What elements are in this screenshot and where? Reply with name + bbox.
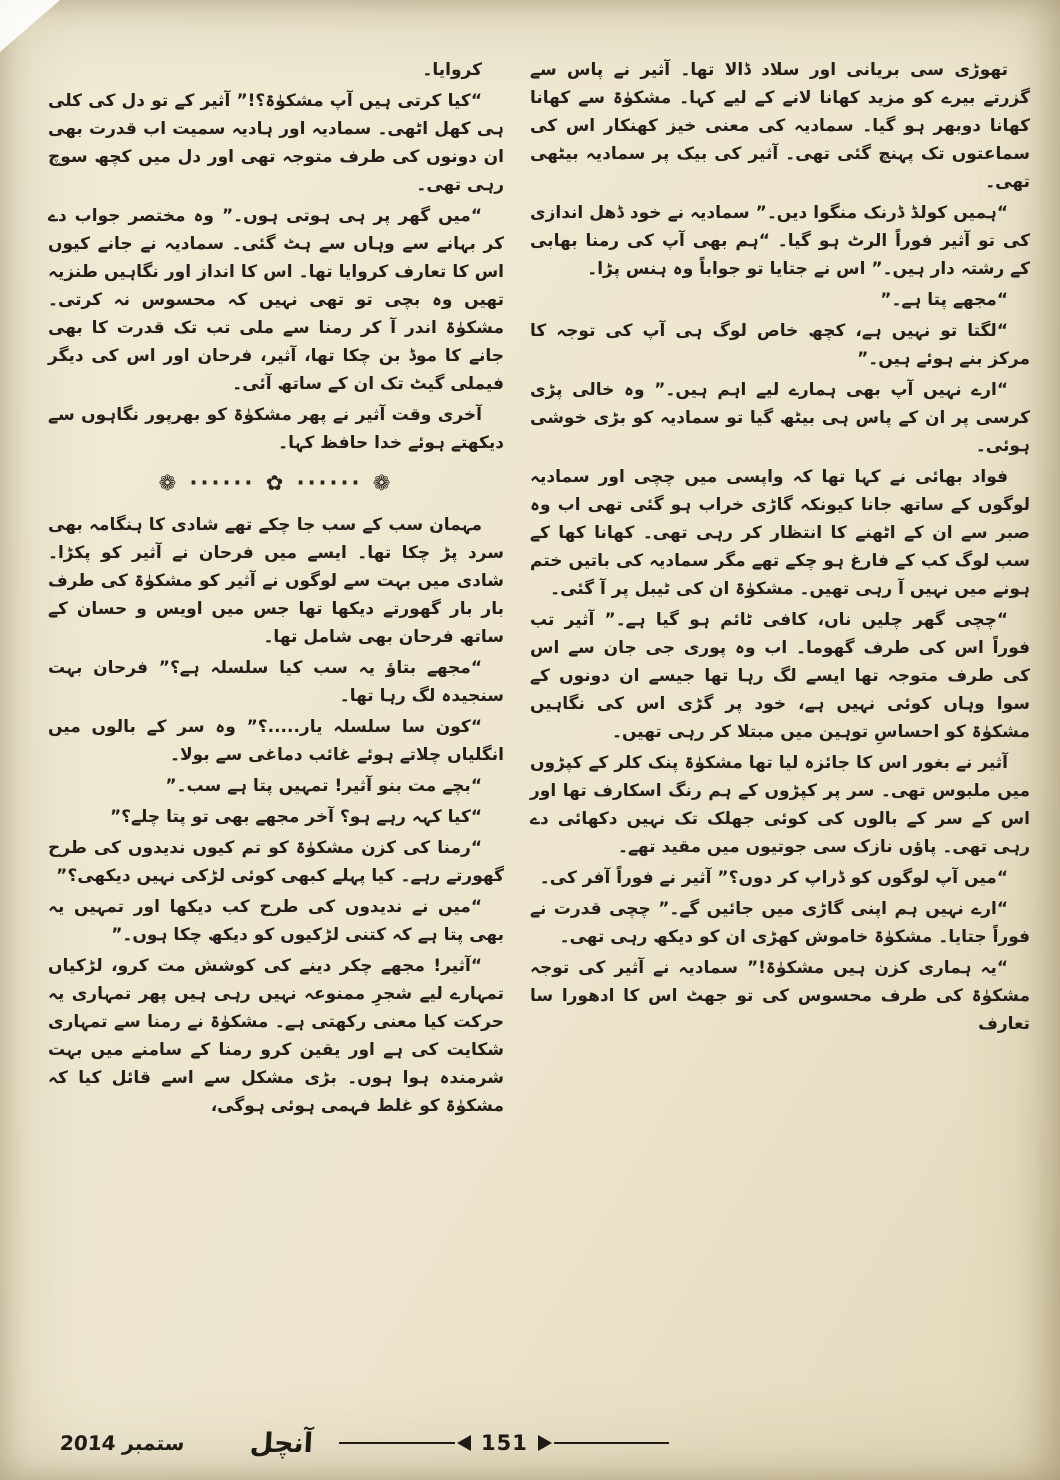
paragraph: مہمان سب کے سب جا چکے تھے شادی کا ہنگامہ بھی سرد پڑ چکا تھا۔ ایسے میں فرحان نے آثیر کو پکڑا۔ شادی میں بہت سے لوگوں نے آثیر کو مشکوٰۃ کی طرف بار بار گھورتے دیکھا تھا جس میں اویس و حسان کے ساتھ فرحان بھی شامل تھا۔ [48, 515, 504, 647]
paragraph: “یہ ہماری کزن ہیں مشکوٰۃ!” سمادیہ نے آثیر کی توجہ مشکوٰۃ کی طرف محسوس کی تو جھٹ اس کا ادھورا سا تعارف [530, 958, 1030, 1034]
page-footer [60, 1422, 1010, 1464]
paragraph: فواد بھائی نے کہا تھا کہ واپسی میں چچی اور سمادیہ لوگوں کے ساتھ جانا کیونکہ گاڑی خراب ہو گئی تھی اب وہ صبر سے ان کے اٹھنے کا انتظار کر رہی تھی۔ کھانا کھا کے سب لوگ کب کے فارغ ہو چکے تھے مگر سمادیہ کی باتیں ختم ہونے میں نہیں آ رہی تھیں۔ مشکوٰۃ ان کی ٹیبل پر آ گئی۔ [530, 467, 1030, 599]
footer-rule-right [554, 1442, 670, 1444]
paragraph: کروایا۔ [422, 60, 482, 80]
paragraph: “کون سا سلسلہ یار.....؟” وہ سر کے بالوں میں انگلیاں چلاتے ہوئے غائب دماغی سے بولا۔ [48, 717, 504, 765]
left-arrow-ornament-icon [457, 1435, 471, 1451]
paragraph: “ارے نہیں آپ بھی ہمارے لیے اہم ہیں۔” وہ خالی پڑی کرسی پر ان کے پاس ہی بیٹھ گیا تو سمادیہ کو بڑی خوشی ہوئی۔ [530, 380, 1030, 456]
page-content [48, 56, 1030, 1410]
paragraph: “لگتا تو نہیں ہے، کچھ خاص لوگ ہی آپ کی توجہ کا مرکز بنے ہوئے ہیں۔” [530, 321, 1030, 369]
magazine-title: آنچل [249, 1427, 315, 1459]
paragraph: “میں گھر پر ہی ہوتی ہوں۔” وہ مختصر جواب دے کر بہانے سے وہاں سے ہٹ گئی۔ سمادیہ نے جانے کیوں اس کا تعارف کروایا تھا۔ اس کا انداز اور نگاہیں طنزیہ تھیں وہ بچی تو تھی نہیں کہ محسوس نہ کرتی۔ مشکوٰۃ اندر آ کر رمنا سے ملی تب تک قدرت کا بھی جانے کا موڈ بن چکا تھا، آثیر، فرحان اور اس کی دیگر فیملی گیٹ تک ان کے ساتھ آئی۔ [48, 206, 504, 394]
page-number: 151 [481, 1431, 528, 1455]
paragraph: “میں نے ندیدوں کی طرح کب دیکھا اور تمہیں یہ بھی پتا ہے کہ کتنی لڑکیوں کو دیکھ چکا ہوں۔” [48, 897, 504, 945]
page-corner-curl [0, 0, 60, 52]
paragraph: “ارے نہیں ہم اپنی گاڑی میں جائیں گے۔” چچی قدرت نے فوراً جتایا۔ مشکوٰۃ خاموش کھڑی ان کو دیکھ رہی تھی۔ [530, 899, 1030, 947]
left-column [48, 56, 504, 1410]
left-column-top [48, 56, 504, 457]
paragraph: تھوڑی سی بریانی اور سلاد ڈالا تھا۔ آثیر نے پاس سے گزرتے بیرے کو مزید کھانا لانے کے لیے کہا۔ مشکوٰۃ سے کھانا کھانا دوبھر ہو گیا۔ سمادیہ کی معنی خیز کھنکار اس کی سماعتوں تک پہنچ گئی تھی۔ آثیر کی بیک پر سمادیہ بیٹھی تھی۔ [530, 60, 1030, 192]
paragraph: “مجھے بتاؤ یہ سب کیا سلسلہ ہے؟” فرحان بہت سنجیدہ لگ رہا تھا۔ [48, 658, 504, 706]
paragraph: “بچے مت بنو آثیر! تمہیں پتا ہے سب۔” [165, 776, 482, 796]
paragraph: آخری وقت آثیر نے پھر مشکوٰۃ کو بھرپور نگاہوں سے دیکھتے ہوئے خدا حافظ کہا۔ [48, 405, 504, 453]
paragraph: “کیا کہہ رہے ہو؟ آخر مجھے بھی تو پتا چلے؟” [110, 807, 482, 827]
paragraph: “آثیر! مجھے چکر دینے کی کوشش مت کرو، لڑکیاں تمہارے لیے شجرِ ممنوعہ نہیں رہی ہیں پھر تمہاری یہ حرکت کیا معنی رکھتی ہے۔ مشکوٰۃ نے رمنا سے تمہاری شکایت کی ہے اور یقین کرو رمنا کے سامنے میں بہت شرمندہ ہوا ہوں۔ بڑی مشکل سے اسے قائل کیا کہ مشکوٰۃ کو غلط فہمی ہوئی ہوگی، [48, 956, 504, 1116]
paragraph: “مجھے پتا ہے۔” [880, 290, 1008, 310]
right-column [530, 56, 1030, 1410]
paragraph: “میں آپ لوگوں کو ڈراپ کر دوں؟” آثیر نے فوراً آفر کی۔ [539, 868, 1008, 888]
page-number-ornament [339, 1431, 669, 1455]
paragraph: “چچی گھر چلیں ناں، کافی ٹائم ہو گیا ہے۔” آثیر تب فوراً اس کی طرف گھوما۔ اب وہ پوری جی جان سے اس کی طرف متوجہ تھا ایسے لگ رہا تھا جیسے ان دونوں کے سوا وہاں کوئی نہیں ہے، خود پر گڑی اس کی نگاہیں مشکوٰۃ کو احساسِ توہین میں مبتلا کر رہی تھیں۔ [530, 610, 1030, 742]
paragraph: “کیا کرتی ہیں آپ مشکوٰۃ؟!” آثیر کے تو دل کی کلی ہی کھل اٹھی۔ سمادیہ اور ہادیہ سمیت اب قدرت بھی ان دونوں کی طرف متوجہ تھی اور دل میں کچھ سوچ رہی تھی۔ [48, 91, 504, 195]
paragraph: “ہمیں کولڈ ڈرنک منگوا دیں۔” سمادیہ نے خود ڈھل اندازی کی تو آثیر فوراً الرٹ ہو گیا۔ “ہم بھی آپ کی رمنا بھابی کے رشتہ دار ہیں۔” اس نے جتایا تو جواباً وہ ہنس پڑا۔ [530, 203, 1030, 279]
issue-date: ستمبر 2014 [59, 1431, 186, 1455]
paragraph: آثیر نے بغور اس کا جائزہ لیا تھا مشکوٰۃ پنک کلر کے کپڑوں میں ملبوس تھی۔ سر پر کپڑوں کے ہم رنگ اسکارف تھا اور اس کے سر کے بالوں کی کوئی جھلک تک نہیں دکھائی دے رہی تھی۔ پاؤں نازک سی جوتیوں میں مقید تھے۔ [530, 753, 1030, 857]
paragraph: “رمنا کی کزن مشکوٰۃ کو تم کیوں ندیدوں کی طرح گھورتے رہے۔ کیا پہلے کبھی کوئی لڑکی نہیں دیکھی؟” [48, 838, 504, 886]
left-column-bottom [48, 511, 504, 1120]
footer-rule-left [339, 1442, 455, 1444]
right-arrow-ornament-icon [538, 1435, 552, 1451]
ornament-separator: ❁ ······ ✿ ······ ❁ [158, 471, 394, 495]
